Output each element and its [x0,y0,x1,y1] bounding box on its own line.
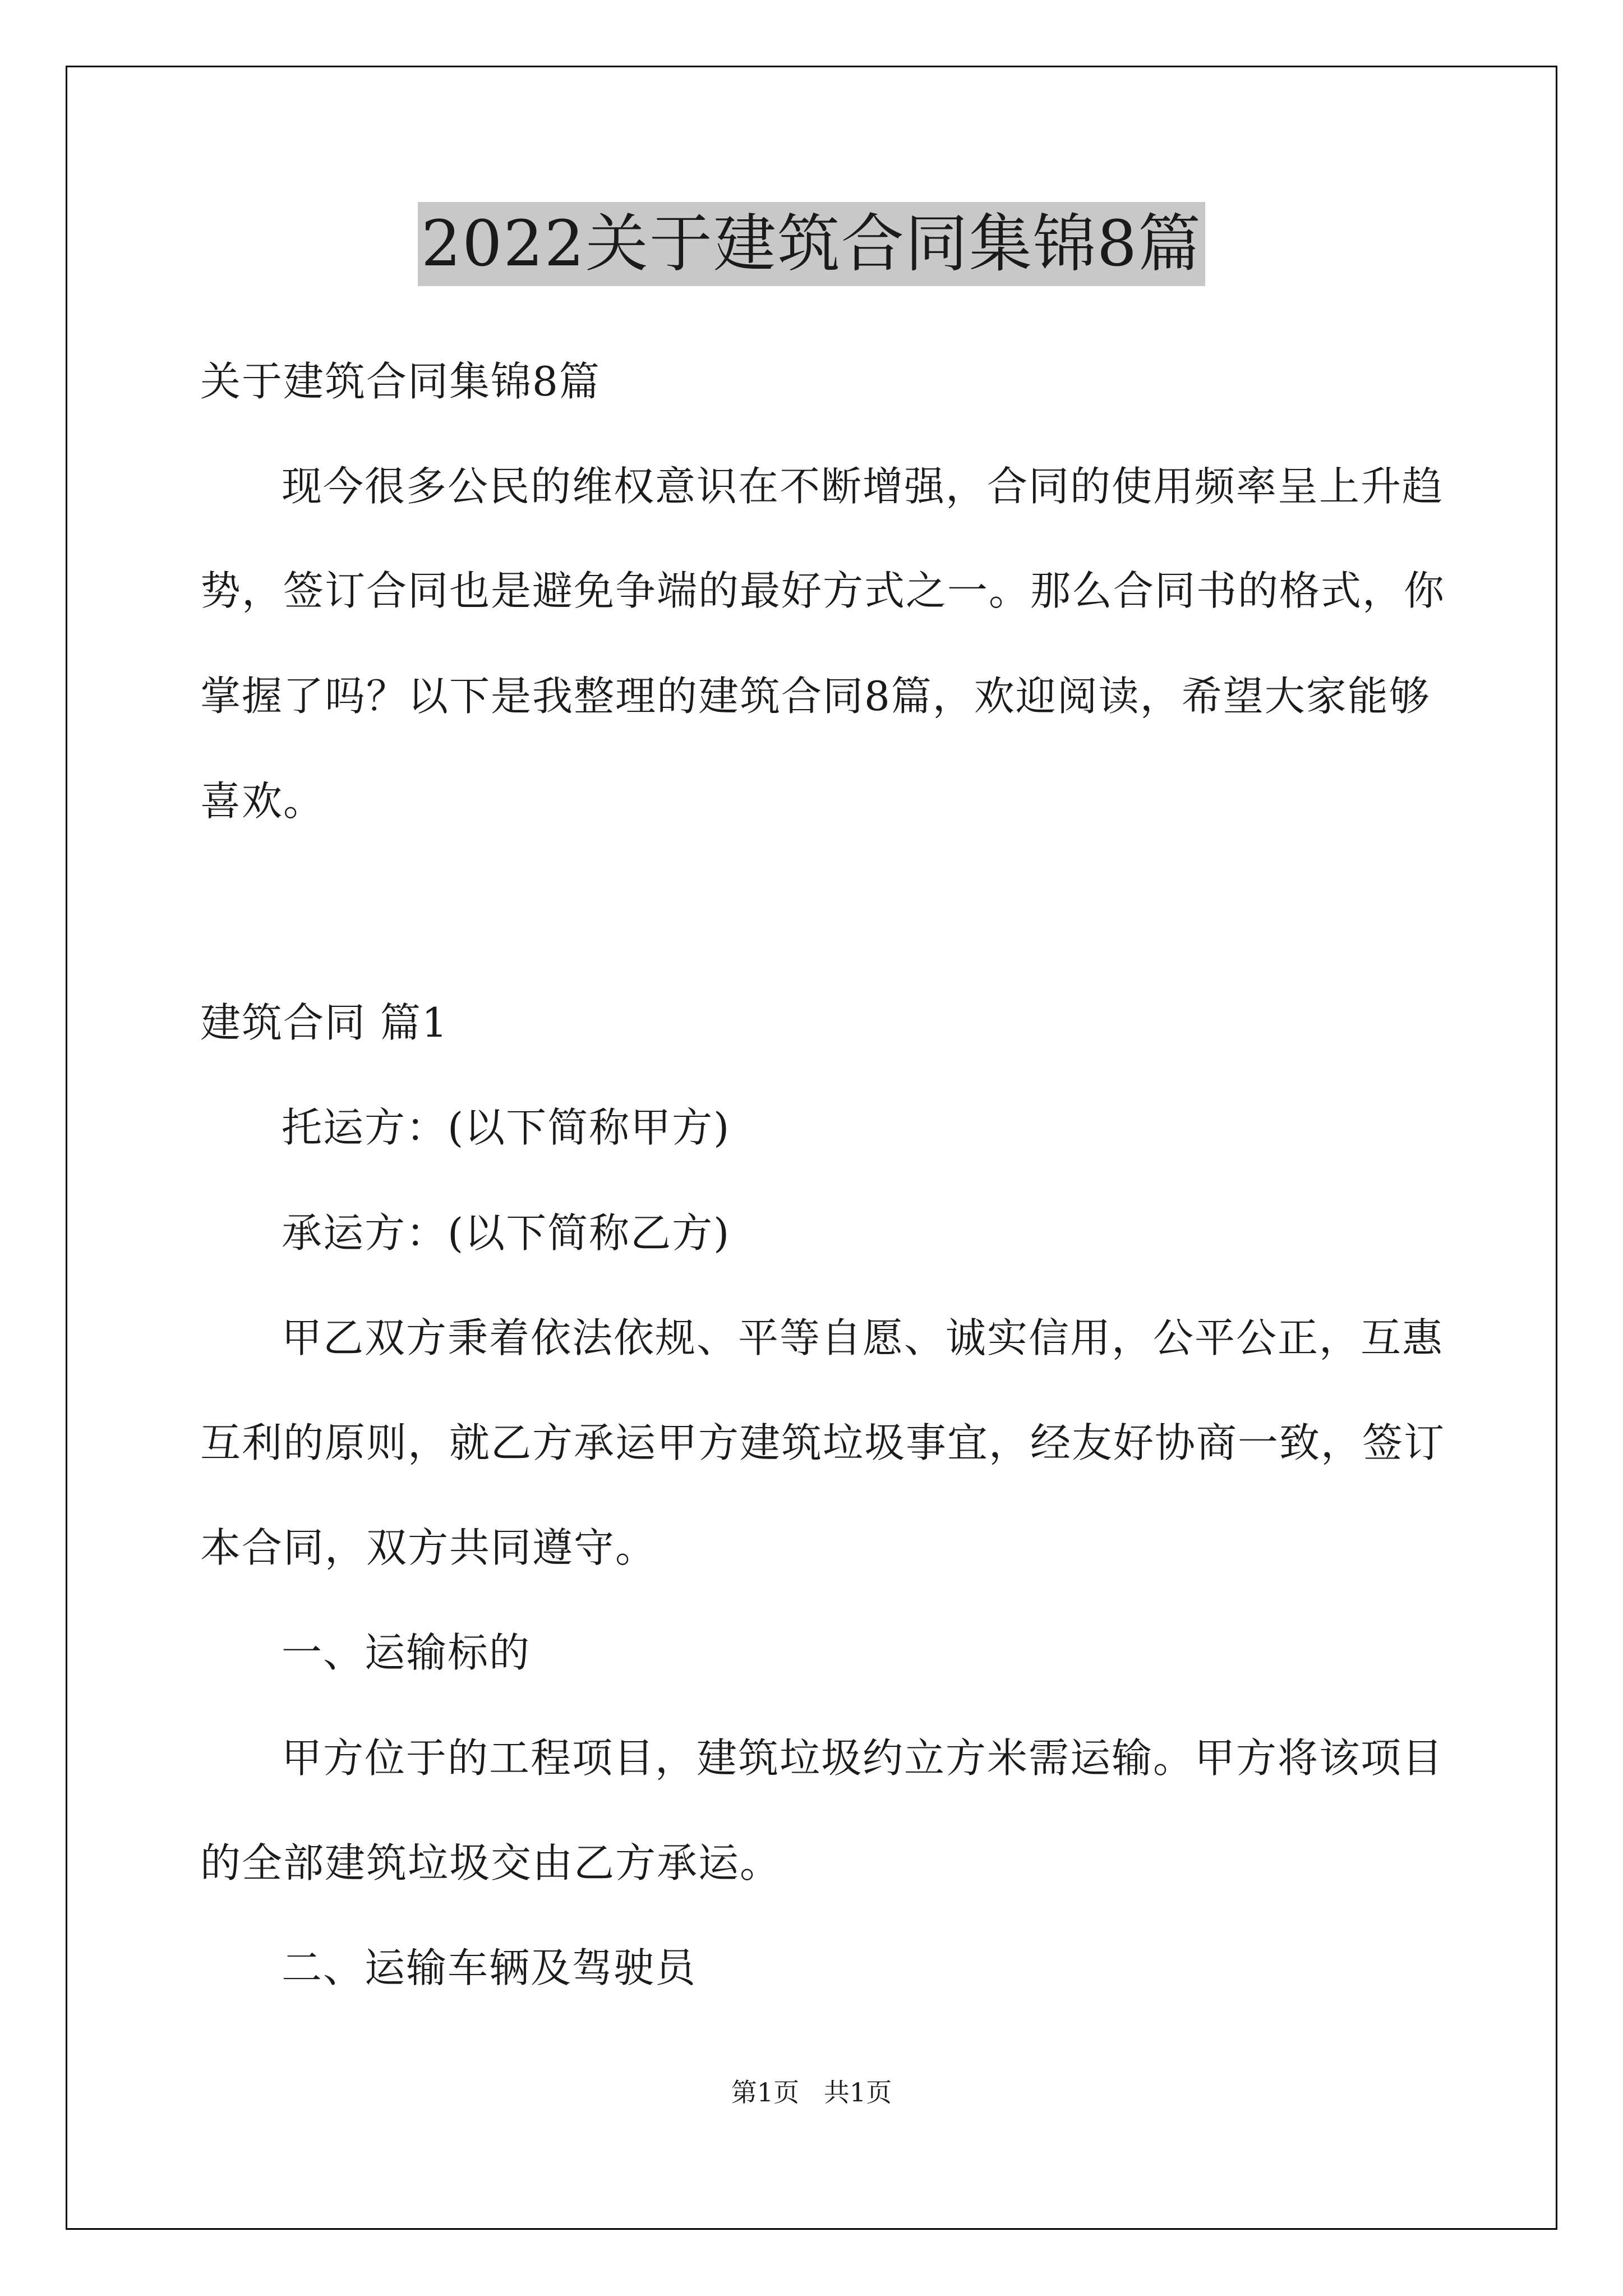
paragraph-line: 托运方：(以下简称甲方) [282,1104,731,1151]
paragraph-line: 互利的原则，就乙方承运甲方建筑垃圾事宜，经友好协商一致，签订 [200,1419,1446,1466]
paragraph-line: 承运方：(以下简称乙方) [282,1209,731,1257]
section-heading: 建筑合同 篇1 [200,999,449,1046]
page-footer: 第1页 共1页 [731,2077,892,2108]
clause-heading: 二、运输车辆及驾驶员 [282,1944,697,1991]
paragraph-line: 掌握了吗？以下是我整理的建筑合同8篇，欢迎阅读，希望大家能够 [200,673,1431,720]
paragraph-line: 的全部建筑垃圾交由乙方承运。 [200,1839,782,1887]
paragraph-line: 喜欢。 [200,777,325,825]
subtitle-line: 关于建筑合同集锦8篇 [200,358,601,405]
paragraph-line: 现今很多公民的维权意识在不断增强，合同的使用频率呈上升趋 [282,463,1444,510]
clause-heading: 一、运输标的 [282,1629,531,1676]
title-container [0,202,1623,286]
paragraph-line: 势，签订合同也是避免争端的最好方式之一。那么合同书的格式，你 [200,567,1446,614]
paragraph-line: 甲乙双方秉着依法依规、平等自愿、诚实信用，公平公正，互惠 [282,1314,1444,1361]
paragraph-line: 甲方位于的工程项目，建筑垃圾约立方米需运输。甲方将该项目 [282,1734,1444,1782]
paragraph-line: 本合同，双方共同遵守。 [200,1524,657,1571]
document-title: 2022关于建筑合同集锦8篇 [418,202,1205,286]
